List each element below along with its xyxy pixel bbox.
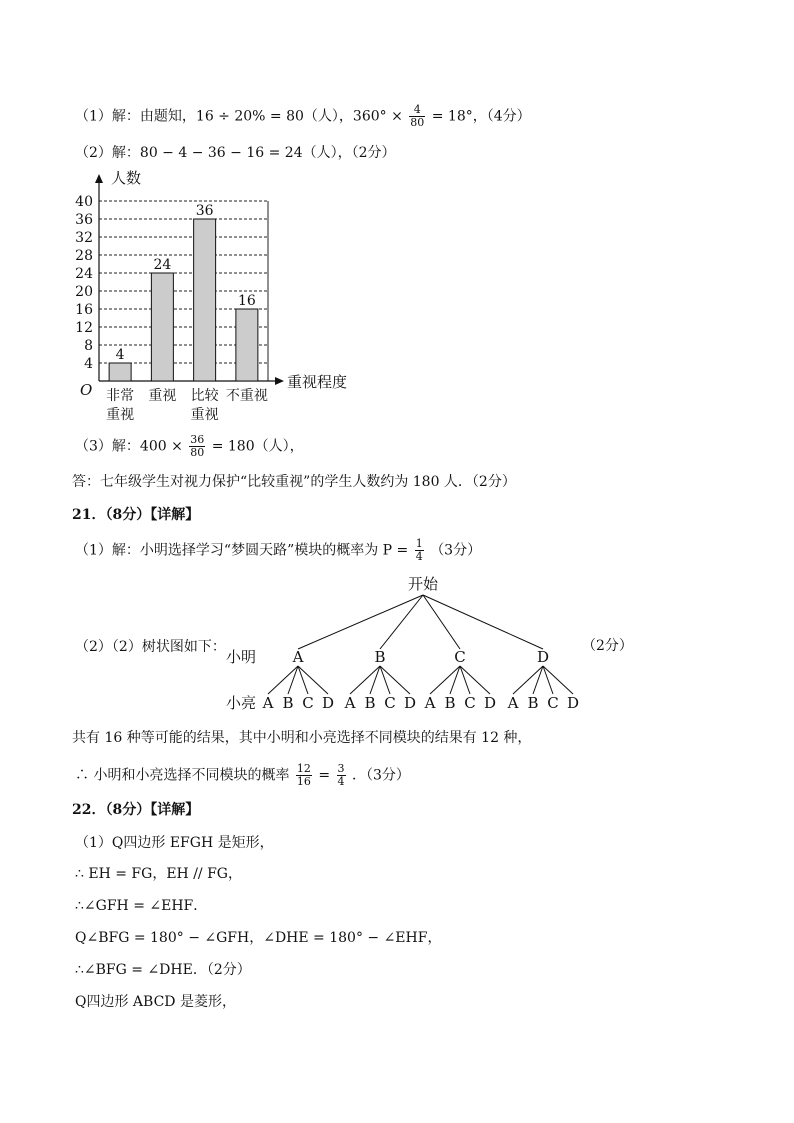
tree-node-level2: D (566, 694, 580, 712)
bar (151, 273, 173, 381)
bar-value-label: 24 (153, 257, 172, 273)
tree-node-level2: A (262, 694, 274, 712)
tree-node-level2: D (321, 694, 335, 712)
tree-node-level2: C (547, 694, 559, 712)
q22-line-5: ∴∠BFG = ∠DHE．（2分） (75, 962, 251, 978)
fraction: $\frac{1}{4}$ (415, 537, 423, 563)
q20-part2: （2）解：80 − 4 − 36 − 16 = 24（人），（2分） (75, 145, 396, 161)
tree-node-level2: C (384, 694, 396, 712)
q20-part3: （3）解：400 × $\frac{36}{80}$ = 180（人）， (75, 433, 304, 459)
tree-node-level2: A (507, 694, 519, 712)
q22-line-6: Q四边形 ABCD 是菱形， (75, 994, 236, 1010)
category-label: 重视 (148, 388, 177, 404)
tree-node-level1: A (292, 648, 304, 666)
y-tick-label: 32 (75, 230, 93, 246)
category-label: 重视 (190, 407, 219, 421)
tree-node-level2: D (403, 694, 417, 712)
q21-part2-score: （2分） (582, 638, 633, 654)
y-axis-arrow (95, 174, 103, 183)
tree-diagram (222, 574, 622, 714)
fraction: $\frac{12}{16}$ (296, 762, 311, 788)
y-tick-label: 40 (75, 194, 93, 210)
tree-branch (298, 595, 423, 649)
bar-value-label: 4 (115, 347, 125, 363)
fraction: $\frac{36}{80}$ (190, 433, 205, 459)
category-label: 非常 (106, 388, 135, 404)
bar-value-label: 16 (237, 293, 256, 309)
y-tick-label: 28 (75, 248, 93, 264)
q20-answer: 答：七年级学生对视力保护“比较重视”的学生人数约为 180 人．（2分） (72, 474, 516, 490)
tree-node-level1: B (374, 648, 386, 666)
tree-node-level1: D (536, 648, 550, 666)
tree-node-level1: C (454, 648, 466, 666)
q21-part1: （1）解：小明选择学习“梦圆天路”模块的概率为 P = $\frac{1}{4}$ （3分） (75, 537, 482, 563)
y-tick-label: 4 (84, 356, 93, 372)
tree-node-level2: C (302, 694, 314, 712)
tree-node-level2: A (344, 694, 356, 712)
y-tick-label: 24 (75, 266, 93, 282)
bar (109, 363, 131, 381)
category-label: 不重视 (225, 388, 268, 404)
tree-node-level2: B (444, 694, 456, 712)
tree-node-level2: D (483, 694, 497, 712)
bar-value-label: 36 (195, 203, 214, 219)
q21-result: 共有 16 种等可能的结果，其中小明和小亮选择不同模块的结果有 12 种， (72, 730, 532, 746)
q20-part1: （1）解：由题知，16 ÷ 20% = 80（人），360° × $\frac{4}{80}$ = 18°，（4分） (75, 103, 531, 129)
bar-chart (70, 166, 370, 421)
x-axis-label: 重视程度 (287, 373, 348, 391)
y-tick-label: 8 (84, 338, 93, 354)
origin-label: O (80, 381, 93, 399)
category-label: 重视 (106, 407, 135, 421)
tree-node-level2: A (424, 694, 436, 712)
tree-branch (380, 595, 423, 649)
y-tick-label: 12 (75, 320, 93, 336)
q21-header: 21．（8分）【详解】 (72, 507, 200, 523)
bar (194, 219, 216, 381)
q21-prob: ∴ 小明和小亮选择不同模块的概率 $\frac{12}{16}$ = $\frac{3}{4}$ ．（3分） (75, 762, 410, 788)
y-tick-label: 16 (75, 302, 93, 318)
x-axis-arrow (275, 377, 284, 385)
q22-line-2: ∴ EH = FG，EH // FG， (75, 866, 242, 882)
tree-node-level2: B (527, 694, 539, 712)
fraction: $\frac{3}{4}$ (337, 762, 345, 788)
tree-row2-label: 小亮 (226, 694, 257, 712)
y-axis-label: 人数 (111, 169, 142, 187)
y-tick-label: 36 (75, 212, 93, 228)
q22-header: 22．（8分）【详解】 (72, 802, 200, 818)
q22-line-4: Q∠BFG = 180° − ∠GFH，∠DHE = 180° − ∠EHF， (75, 930, 442, 946)
tree-root: 开始 (407, 575, 439, 593)
tree-node-level2: B (364, 694, 376, 712)
q22-line-3: ∴∠GFH = ∠EHF． (75, 898, 208, 914)
tree-node-level2: C (464, 694, 476, 712)
fraction: $\frac{4}{80}$ (410, 103, 425, 129)
q21-part2-label: （2）（2）树状图如下： (75, 639, 226, 655)
tree-row1-label: 小明 (226, 648, 257, 666)
bar (236, 309, 258, 381)
tree-node-level2: B (282, 694, 294, 712)
y-tick-label: 20 (75, 284, 93, 300)
q22-line-1: （1）Q四边形 EFGH 是矩形， (75, 835, 274, 851)
category-label: 比较 (190, 388, 219, 404)
